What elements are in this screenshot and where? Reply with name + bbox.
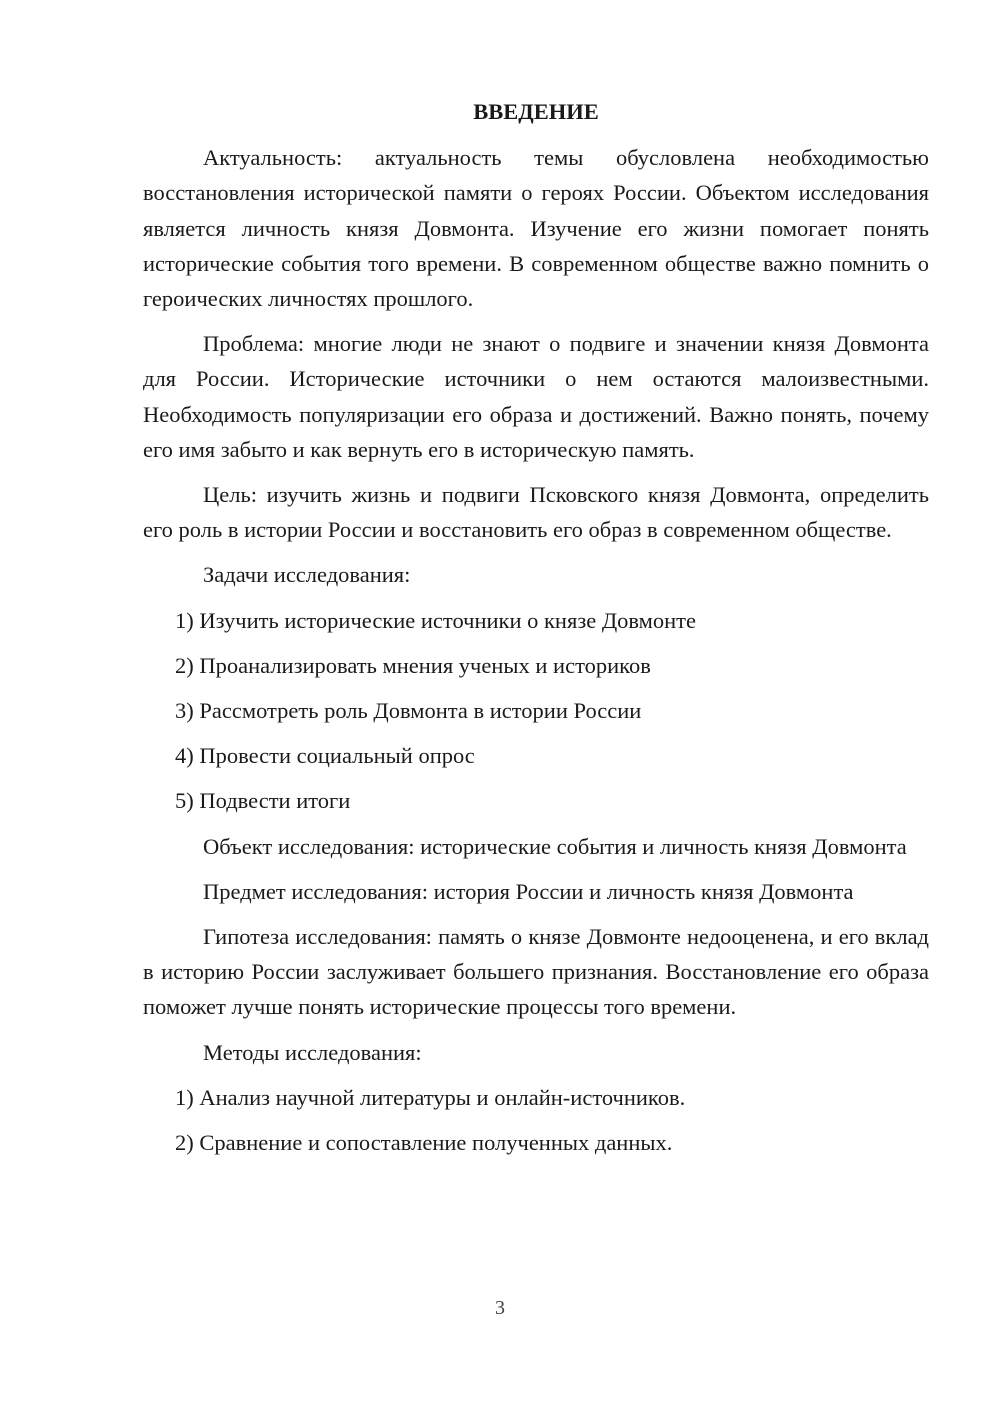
list-item: 1) Анализ научной литературы и онлайн-источников. <box>175 1084 686 1110</box>
page-number: 3 <box>495 1297 505 1319</box>
methods-heading: Методы исследования: <box>203 1039 422 1065</box>
list-item: 4) Провести социальный опрос <box>175 743 475 769</box>
paragraph-relevance: Актуальность: актуальность темы обусловлена необходимостью восстановления исторической памяти о героях России. Объектом исследования является личность князя Довмонта. Изучение его жизни помогает понять исторические события того времени. В современном обществе важно помнить о героических личностях прошлого. <box>143 145 929 312</box>
list-item: 5) Подвести итоги <box>175 788 351 814</box>
section-title: ВВЕДЕНИЕ <box>473 99 599 124</box>
paragraph-problem: Проблема: многие люди не знают о подвиге и значении князя Довмонта для России. Исторические источники о нем остаются малоизвестными. Необходимость популяризации его образа и достижений. Важно понять, почему его имя забыто и как вернуть его в историческую память. <box>143 331 929 462</box>
methods-list <box>143 1080 929 1160</box>
paragraph-object: Объект исследования: исторические события и личность князя Довмонта <box>203 833 907 859</box>
list-item: 1) Изучить исторические источники о князе Довмонте <box>175 607 697 633</box>
list-item: 3) Рассмотреть роль Довмонта в истории России <box>175 698 642 724</box>
list-item: 2) Проанализировать мнения ученых и историков <box>175 652 651 678</box>
list-item: 2) Сравнение и сопоставление полученных данных. <box>175 1130 673 1156</box>
paragraph-hypothesis: Гипотеза исследования: память о князе Довмонте недооценена, и его вклад в историю России заслуживает большего признания. Восстановление его образа поможет лучше понять исторические процессы того времени. <box>143 924 929 1020</box>
document-page <box>143 94 929 1170</box>
tasks-heading: Задачи исследования: <box>203 562 411 588</box>
tasks-list <box>143 603 929 819</box>
paragraph-goal: Цель: изучить жизнь и подвиги Псковского князя Довмонта, определить его роль в истории России и восстановить его образ в современном обществе. <box>143 482 929 543</box>
paragraph-subject: Предмет исследования: история России и личность князя Довмонта <box>203 878 854 904</box>
